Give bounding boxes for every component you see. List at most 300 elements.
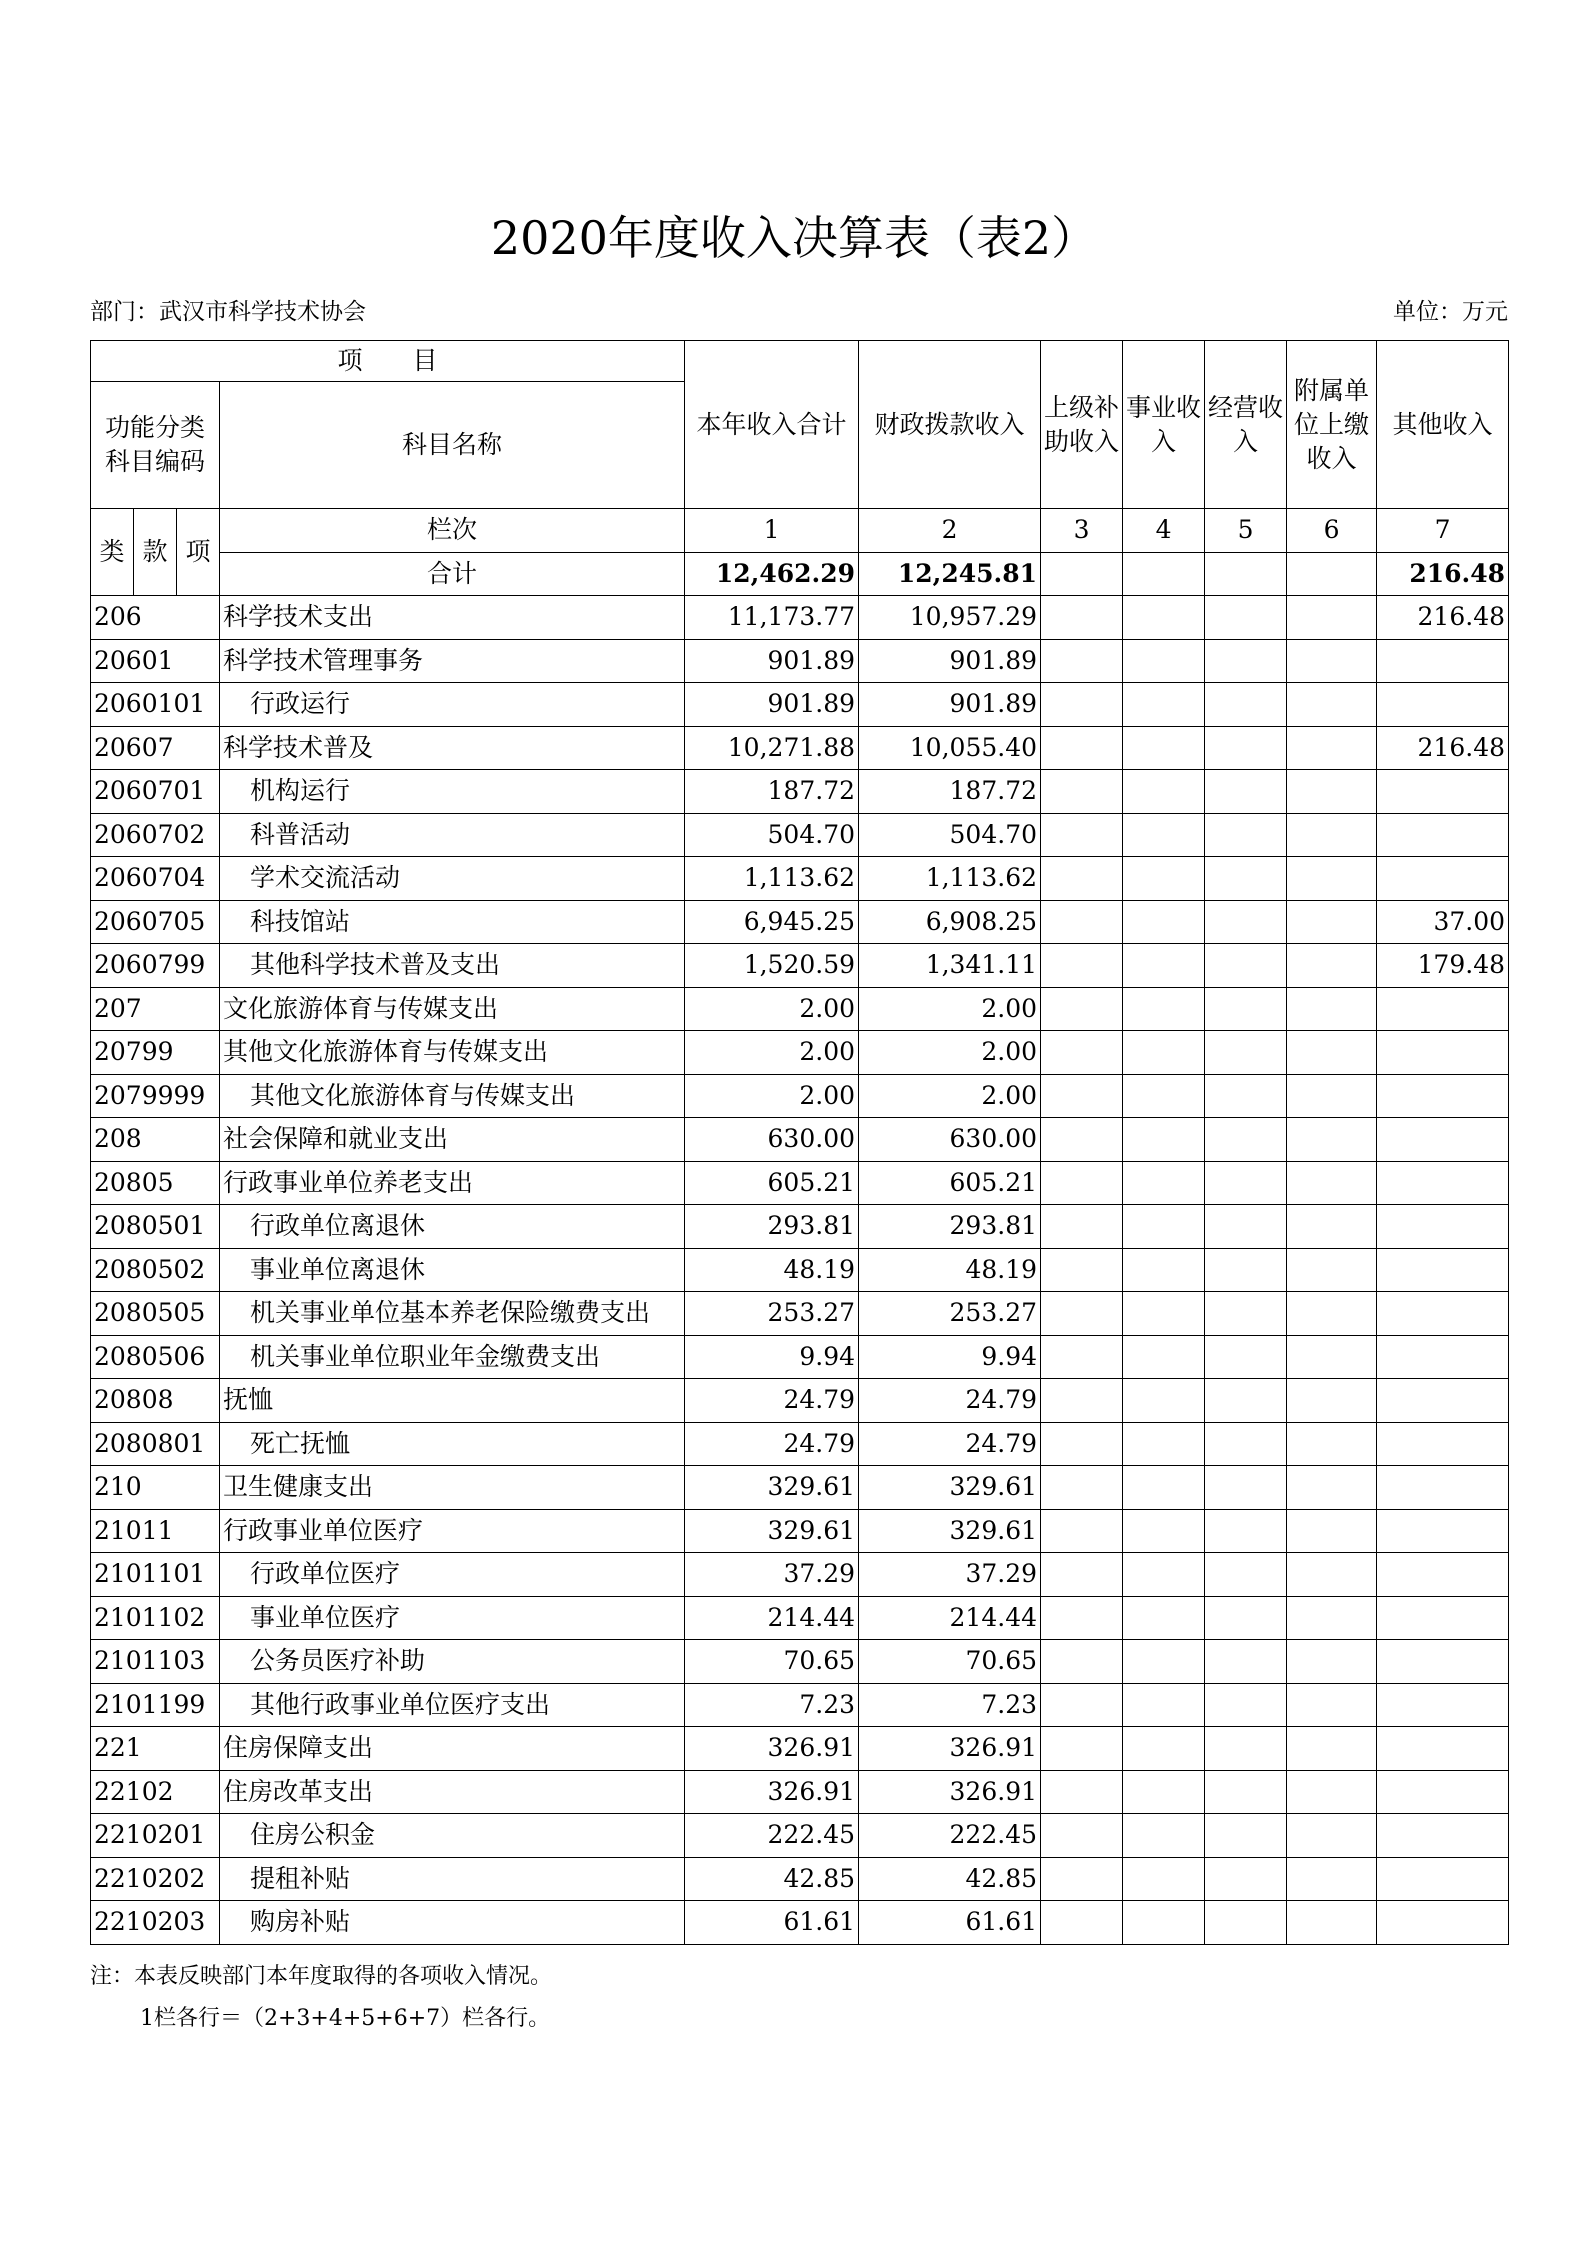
row-fiscal: 24.79	[859, 1379, 1041, 1423]
note-line-1: 注：本表反映部门本年度取得的各项收入情况。	[90, 1964, 553, 1989]
table-row	[91, 1857, 1509, 1901]
row-code: 2060701	[91, 770, 220, 814]
row-superior	[1041, 683, 1123, 727]
row-subject-name: 行政单位医疗	[220, 1553, 685, 1597]
row-subject-name: 行政事业单位医疗	[220, 1509, 685, 1553]
row-fiscal: 9.94	[859, 1335, 1041, 1379]
row-subject-name: 卫生健康支出	[220, 1466, 685, 1510]
row-operating	[1205, 1640, 1287, 1684]
row-affiliated	[1287, 639, 1377, 683]
row-code: 20805	[91, 1161, 220, 1205]
income-table	[90, 340, 1509, 1945]
row-operating	[1205, 683, 1287, 727]
row-operating	[1205, 1683, 1287, 1727]
row-subject-name: 其他科学技术普及支出	[220, 944, 685, 988]
row-subject-name: 机关事业单位基本养老保险缴费支出	[220, 1292, 685, 1336]
row-superior	[1041, 1335, 1123, 1379]
row-affiliated	[1287, 1292, 1377, 1336]
row-business	[1123, 1118, 1205, 1162]
row-subject-name: 事业单位离退休	[220, 1248, 685, 1292]
header-row-1	[91, 341, 1509, 382]
row-operating	[1205, 1379, 1287, 1423]
row-other	[1377, 1161, 1509, 1205]
xiang-header: 项	[177, 509, 220, 596]
row-fiscal: 7.23	[859, 1683, 1041, 1727]
row-affiliated	[1287, 1335, 1377, 1379]
row-subject-name: 科学技术管理事务	[220, 639, 685, 683]
row-other	[1377, 683, 1509, 727]
row-code: 2210203	[91, 1901, 220, 1945]
row-superior	[1041, 1509, 1123, 1553]
row-business	[1123, 813, 1205, 857]
row-total: 1,520.59	[685, 944, 859, 988]
row-subject-name: 公务员医疗补助	[220, 1640, 685, 1684]
row-business	[1123, 726, 1205, 770]
row-operating	[1205, 1161, 1287, 1205]
other-header: 其他收入	[1377, 341, 1509, 509]
row-fiscal: 326.91	[859, 1770, 1041, 1814]
table-row	[91, 1509, 1509, 1553]
row-superior	[1041, 726, 1123, 770]
row-affiliated	[1287, 770, 1377, 814]
row-business	[1123, 1205, 1205, 1249]
row-subject-name: 其他文化旅游体育与传媒支出	[220, 1031, 685, 1075]
row-fiscal: 605.21	[859, 1161, 1041, 1205]
row-affiliated	[1287, 1205, 1377, 1249]
row-subject-name: 住房保障支出	[220, 1727, 685, 1771]
row-fiscal: 504.70	[859, 813, 1041, 857]
row-affiliated	[1287, 987, 1377, 1031]
row-total: 222.45	[685, 1814, 859, 1858]
row-superior	[1041, 1553, 1123, 1597]
table-row	[91, 1640, 1509, 1684]
row-subject-name: 科普活动	[220, 813, 685, 857]
row-total: 48.19	[685, 1248, 859, 1292]
row-code: 2060702	[91, 813, 220, 857]
row-fiscal: 329.61	[859, 1466, 1041, 1510]
row-fiscal: 253.27	[859, 1292, 1041, 1336]
table-row	[91, 857, 1509, 901]
row-other	[1377, 1640, 1509, 1684]
row-operating	[1205, 1205, 1287, 1249]
row-other	[1377, 1205, 1509, 1249]
table-row	[91, 1379, 1509, 1423]
row-other	[1377, 1814, 1509, 1858]
table-row	[91, 770, 1509, 814]
row-operating	[1205, 1901, 1287, 1945]
summary-business	[1123, 552, 1205, 596]
row-other	[1377, 1248, 1509, 1292]
row-other	[1377, 813, 1509, 857]
row-superior	[1041, 1814, 1123, 1858]
row-superior	[1041, 813, 1123, 857]
row-operating	[1205, 944, 1287, 988]
row-superior	[1041, 1901, 1123, 1945]
row-operating	[1205, 1292, 1287, 1336]
row-operating	[1205, 770, 1287, 814]
table-row	[91, 683, 1509, 727]
business-header: 事业收入	[1123, 341, 1205, 509]
row-subject-name: 其他文化旅游体育与传媒支出	[220, 1074, 685, 1118]
table-row	[91, 1074, 1509, 1118]
row-business	[1123, 1683, 1205, 1727]
row-total: 329.61	[685, 1509, 859, 1553]
project-header: 项 目	[91, 341, 685, 382]
row-other	[1377, 1422, 1509, 1466]
table-row	[91, 639, 1509, 683]
row-business	[1123, 1379, 1205, 1423]
row-code: 221	[91, 1727, 220, 1771]
row-business	[1123, 1466, 1205, 1510]
table-row	[91, 1683, 1509, 1727]
row-affiliated	[1287, 1857, 1377, 1901]
row-total: 214.44	[685, 1596, 859, 1640]
row-other: 37.00	[1377, 900, 1509, 944]
row-fiscal: 24.79	[859, 1422, 1041, 1466]
row-superior	[1041, 1161, 1123, 1205]
row-superior	[1041, 987, 1123, 1031]
row-code: 2101103	[91, 1640, 220, 1684]
row-fiscal: 42.85	[859, 1857, 1041, 1901]
row-fiscal: 10,055.40	[859, 726, 1041, 770]
row-affiliated	[1287, 683, 1377, 727]
row-code: 2101101	[91, 1553, 220, 1597]
row-superior	[1041, 639, 1123, 683]
row-total: 326.91	[685, 1770, 859, 1814]
row-business	[1123, 1770, 1205, 1814]
row-other	[1377, 1292, 1509, 1336]
row-affiliated	[1287, 900, 1377, 944]
row-subject-name: 行政单位离退休	[220, 1205, 685, 1249]
row-fiscal: 6,908.25	[859, 900, 1041, 944]
row-total: 24.79	[685, 1379, 859, 1423]
row-business	[1123, 683, 1205, 727]
row-subject-name: 科学技术普及	[220, 726, 685, 770]
row-total: 187.72	[685, 770, 859, 814]
row-other	[1377, 1074, 1509, 1118]
row-other	[1377, 1335, 1509, 1379]
row-other: 216.48	[1377, 726, 1509, 770]
row-operating	[1205, 857, 1287, 901]
row-business	[1123, 1509, 1205, 1553]
kuan-header: 款	[134, 509, 177, 596]
row-affiliated	[1287, 1683, 1377, 1727]
row-operating	[1205, 1770, 1287, 1814]
row-other	[1377, 1770, 1509, 1814]
lei-header: 类	[91, 509, 134, 596]
row-business	[1123, 1596, 1205, 1640]
row-subject-name: 事业单位医疗	[220, 1596, 685, 1640]
row-code: 22102	[91, 1770, 220, 1814]
row-business	[1123, 1901, 1205, 1945]
table-row	[91, 1596, 1509, 1640]
row-other: 179.48	[1377, 944, 1509, 988]
row-superior	[1041, 1031, 1123, 1075]
column-order-label: 栏次	[220, 509, 685, 553]
row-code: 21011	[91, 1509, 220, 1553]
summary-label: 合计	[220, 552, 685, 596]
row-total: 61.61	[685, 1901, 859, 1945]
row-operating	[1205, 1857, 1287, 1901]
row-fiscal: 222.45	[859, 1814, 1041, 1858]
row-operating	[1205, 726, 1287, 770]
row-affiliated	[1287, 1553, 1377, 1597]
table-row	[91, 596, 1509, 640]
row-subject-name: 科技馆站	[220, 900, 685, 944]
total-header: 本年收入合计	[685, 341, 859, 509]
summary-superior	[1041, 552, 1123, 596]
row-subject-name: 死亡抚恤	[220, 1422, 685, 1466]
row-subject-name: 提租补贴	[220, 1857, 685, 1901]
table-row	[91, 987, 1509, 1031]
row-operating	[1205, 1118, 1287, 1162]
row-code: 20607	[91, 726, 220, 770]
row-superior	[1041, 1770, 1123, 1814]
row-fiscal: 2.00	[859, 987, 1041, 1031]
row-affiliated	[1287, 1379, 1377, 1423]
row-fiscal: 37.29	[859, 1553, 1041, 1597]
summary-total: 12,462.29	[685, 552, 859, 596]
row-fiscal: 10,957.29	[859, 596, 1041, 640]
row-business	[1123, 1031, 1205, 1075]
row-code: 20808	[91, 1379, 220, 1423]
row-affiliated	[1287, 1248, 1377, 1292]
row-operating	[1205, 1727, 1287, 1771]
row-total: 2.00	[685, 1074, 859, 1118]
row-business	[1123, 1074, 1205, 1118]
row-code: 207	[91, 987, 220, 1031]
row-affiliated	[1287, 1770, 1377, 1814]
row-total: 42.85	[685, 1857, 859, 1901]
row-other	[1377, 987, 1509, 1031]
row-operating	[1205, 639, 1287, 683]
table-row	[91, 1031, 1509, 1075]
row-business	[1123, 987, 1205, 1031]
row-total: 37.29	[685, 1553, 859, 1597]
row-business	[1123, 1335, 1205, 1379]
row-operating	[1205, 987, 1287, 1031]
row-total: 9.94	[685, 1335, 859, 1379]
row-subject-name: 机构运行	[220, 770, 685, 814]
row-operating	[1205, 1335, 1287, 1379]
row-superior	[1041, 900, 1123, 944]
row-fiscal: 901.89	[859, 639, 1041, 683]
row-fiscal: 329.61	[859, 1509, 1041, 1553]
row-total: 901.89	[685, 639, 859, 683]
note-line-2: 1栏各行＝（2+3+4+5+6+7）栏各行。	[140, 2006, 551, 2031]
row-superior	[1041, 596, 1123, 640]
row-fiscal: 61.61	[859, 1901, 1041, 1945]
table-row	[91, 1422, 1509, 1466]
row-business	[1123, 944, 1205, 988]
row-affiliated	[1287, 1074, 1377, 1118]
row-total: 10,271.88	[685, 726, 859, 770]
row-other	[1377, 857, 1509, 901]
row-operating	[1205, 1031, 1287, 1075]
col-number: 7	[1377, 509, 1509, 553]
row-superior	[1041, 770, 1123, 814]
superior-header: 上级补助收入	[1041, 341, 1123, 509]
row-other	[1377, 1857, 1509, 1901]
row-code: 2079999	[91, 1074, 220, 1118]
table-row	[91, 1727, 1509, 1771]
summary-fiscal: 12,245.81	[859, 552, 1041, 596]
row-affiliated	[1287, 1118, 1377, 1162]
row-code: 2060799	[91, 944, 220, 988]
table-row	[91, 1770, 1509, 1814]
row-superior	[1041, 1857, 1123, 1901]
row-total: 329.61	[685, 1466, 859, 1510]
row-total: 24.79	[685, 1422, 859, 1466]
row-total: 253.27	[685, 1292, 859, 1336]
row-fiscal: 2.00	[859, 1031, 1041, 1075]
col-number: 2	[859, 509, 1041, 553]
row-business	[1123, 639, 1205, 683]
row-business	[1123, 857, 1205, 901]
row-superior	[1041, 1466, 1123, 1510]
row-total: 2.00	[685, 987, 859, 1031]
row-business	[1123, 1553, 1205, 1597]
row-total: 2.00	[685, 1031, 859, 1075]
row-business	[1123, 1727, 1205, 1771]
row-business	[1123, 1640, 1205, 1684]
row-superior	[1041, 1379, 1123, 1423]
col-number: 5	[1205, 509, 1287, 553]
row-code: 2060705	[91, 900, 220, 944]
row-superior	[1041, 1074, 1123, 1118]
summary-row	[91, 552, 1509, 596]
unit-label: 单位：万元	[1393, 299, 1508, 325]
row-subject-name: 科学技术支出	[220, 596, 685, 640]
row-total: 504.70	[685, 813, 859, 857]
row-code: 20799	[91, 1031, 220, 1075]
table-row	[91, 1466, 1509, 1510]
row-affiliated	[1287, 1727, 1377, 1771]
row-operating	[1205, 1074, 1287, 1118]
row-affiliated	[1287, 1901, 1377, 1945]
row-business	[1123, 1857, 1205, 1901]
row-fiscal: 326.91	[859, 1727, 1041, 1771]
row-fiscal: 901.89	[859, 683, 1041, 727]
table-row	[91, 900, 1509, 944]
row-total: 605.21	[685, 1161, 859, 1205]
row-total: 901.89	[685, 683, 859, 727]
row-fiscal: 1,113.62	[859, 857, 1041, 901]
row-other	[1377, 1118, 1509, 1162]
page-title: 2020年度收入决算表（表2）	[490, 211, 1098, 265]
row-fiscal: 2.00	[859, 1074, 1041, 1118]
row-code: 2210201	[91, 1814, 220, 1858]
row-business	[1123, 1422, 1205, 1466]
row-operating	[1205, 1814, 1287, 1858]
row-fiscal: 214.44	[859, 1596, 1041, 1640]
row-code: 2080502	[91, 1248, 220, 1292]
row-other	[1377, 1466, 1509, 1510]
table-row	[91, 1118, 1509, 1162]
row-total: 70.65	[685, 1640, 859, 1684]
row-other	[1377, 1553, 1509, 1597]
row-other	[1377, 1683, 1509, 1727]
row-superior	[1041, 1727, 1123, 1771]
row-affiliated	[1287, 1596, 1377, 1640]
row-fiscal: 1,341.11	[859, 944, 1041, 988]
row-operating	[1205, 1596, 1287, 1640]
row-code: 2101199	[91, 1683, 220, 1727]
row-total: 1,113.62	[685, 857, 859, 901]
table-row	[91, 944, 1509, 988]
row-subject-name: 机关事业单位职业年金缴费支出	[220, 1335, 685, 1379]
row-fiscal: 48.19	[859, 1248, 1041, 1292]
row-affiliated	[1287, 1814, 1377, 1858]
row-other	[1377, 1727, 1509, 1771]
row-superior	[1041, 1118, 1123, 1162]
row-business	[1123, 1814, 1205, 1858]
table-row	[91, 1161, 1509, 1205]
row-code: 20601	[91, 639, 220, 683]
row-affiliated	[1287, 1466, 1377, 1510]
operating-header: 经营收入	[1205, 341, 1287, 509]
row-other	[1377, 1379, 1509, 1423]
row-business	[1123, 1248, 1205, 1292]
row-affiliated	[1287, 1640, 1377, 1684]
row-affiliated	[1287, 1509, 1377, 1553]
row-affiliated	[1287, 813, 1377, 857]
row-subject-name: 行政事业单位养老支出	[220, 1161, 685, 1205]
table-body	[91, 596, 1509, 1945]
row-superior	[1041, 857, 1123, 901]
table-row	[91, 813, 1509, 857]
row-total: 630.00	[685, 1118, 859, 1162]
table-row	[91, 1553, 1509, 1597]
row-other	[1377, 1901, 1509, 1945]
summary-operating	[1205, 552, 1287, 596]
row-business	[1123, 770, 1205, 814]
row-affiliated	[1287, 1161, 1377, 1205]
row-affiliated	[1287, 726, 1377, 770]
row-superior	[1041, 1248, 1123, 1292]
row-code: 2060704	[91, 857, 220, 901]
row-operating	[1205, 900, 1287, 944]
affiliated-header: 附属单位上缴收入	[1287, 341, 1377, 509]
row-total: 7.23	[685, 1683, 859, 1727]
row-operating	[1205, 813, 1287, 857]
row-total: 326.91	[685, 1727, 859, 1771]
row-superior	[1041, 1205, 1123, 1249]
row-affiliated	[1287, 596, 1377, 640]
col-number: 1	[685, 509, 859, 553]
table-row	[91, 1248, 1509, 1292]
row-other: 216.48	[1377, 596, 1509, 640]
row-code: 2080501	[91, 1205, 220, 1249]
row-superior	[1041, 1422, 1123, 1466]
subject-name-header: 科目名称	[220, 382, 685, 509]
fiscal-header: 财政拨款收入	[859, 341, 1041, 509]
table-row	[91, 726, 1509, 770]
row-business	[1123, 1292, 1205, 1336]
table-row	[91, 1901, 1509, 1945]
header-row-3	[91, 509, 1509, 553]
row-code: 2080506	[91, 1335, 220, 1379]
func-code-header: 功能分类科目编码	[91, 382, 220, 509]
row-superior	[1041, 944, 1123, 988]
row-other	[1377, 639, 1509, 683]
summary-affiliated	[1287, 552, 1377, 596]
row-other	[1377, 1509, 1509, 1553]
row-subject-name: 行政运行	[220, 683, 685, 727]
row-operating	[1205, 596, 1287, 640]
row-fiscal: 187.72	[859, 770, 1041, 814]
row-subject-name: 购房补贴	[220, 1901, 685, 1945]
